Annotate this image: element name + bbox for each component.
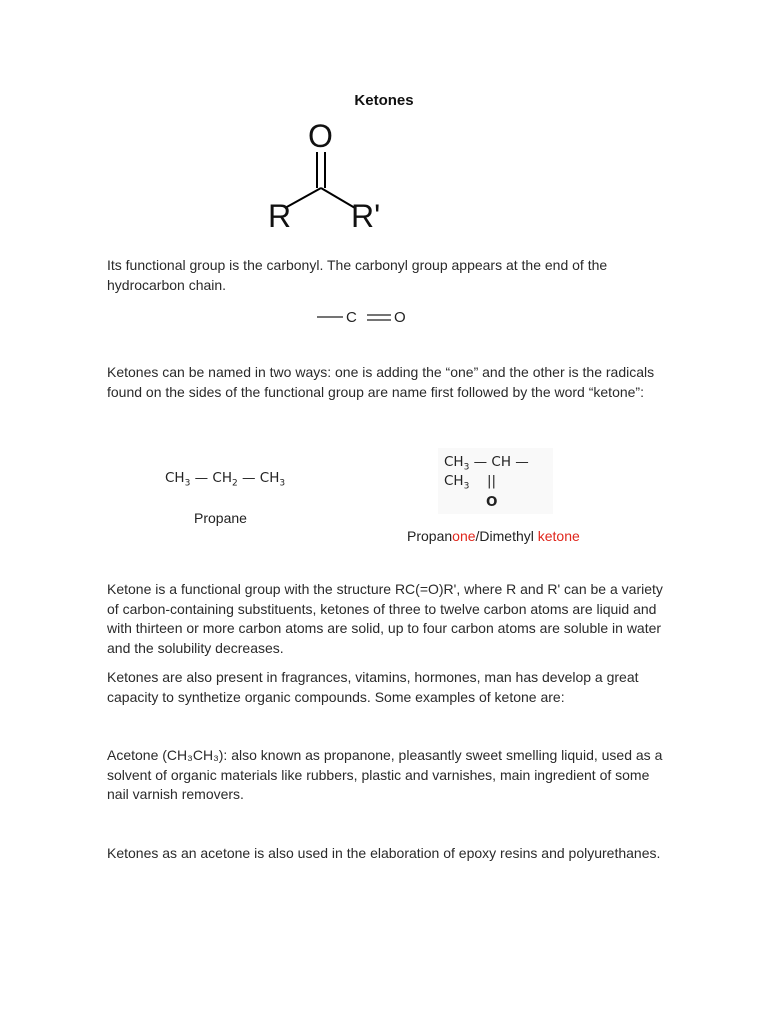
carbonyl-carbon: C (346, 309, 357, 326)
ketone-structure (255, 118, 395, 238)
r-label: R (268, 198, 292, 234)
paragraph-functional-group: Its functional group is the carbonyl. The carbonyl group appears at the end of the hydrocarbon chain. (107, 257, 608, 293)
paragraph-naming: Ketones can be named in two ways: one is adding the “one” and the other is the radicals found on the sides of the functional group are name first followed by the word “ketone”: (107, 364, 655, 400)
propanone-double-bond: || (487, 473, 497, 489)
oxygen-label: O (308, 118, 333, 154)
paragraph-acetone: Acetone (CH₃CH₃): also known as propanone, pleasantly sweet smelling liquid, used as a solvent of organic materials like rubbers, plastic and varnishes, main ingredient of some nail varnish removers. (107, 747, 663, 802)
carbonyl-oxygen: O (394, 309, 406, 326)
propanone-formula: $CH_3$ — CH — $CH_3$ (444, 454, 529, 492)
paragraph-epoxy: Ketones as an acetone is also used in the elaboration of epoxy resins and polyurethanes. (107, 845, 661, 861)
highlight-ketone: ketone (537, 528, 580, 544)
propanone-structure (438, 448, 553, 514)
carbonyl-bonds (315, 308, 425, 330)
propanone-caption: Propanone/Dimethyl ketone (407, 528, 580, 544)
r-prime-label: R' (351, 198, 381, 234)
paragraph-structure: Ketone is a functional group with the structure RC(=O)R', where R and R' can be a variety of carbon-containing substituents, ketones of three to twelve carbon atoms are liquid and with thirteen or more carbon atoms are solid, up to four carbon atoms are soluble in water and the solubility decreases. (107, 581, 663, 656)
propane-formula: $CH_3$ — $CH_2$ — $CH_3$ (165, 470, 286, 489)
carbonyl-group (315, 308, 425, 330)
propane-caption: Propane (194, 510, 247, 526)
paragraph-presence: Ketones are also present in fragrances, vitamins, hormones, man has develop a great capacity to synthetize organic compounds. Some examples of ketone are: (107, 669, 639, 705)
propanone-oxygen: O (486, 494, 498, 510)
page-title: Ketones (354, 92, 414, 109)
highlight-one: one (452, 528, 476, 544)
